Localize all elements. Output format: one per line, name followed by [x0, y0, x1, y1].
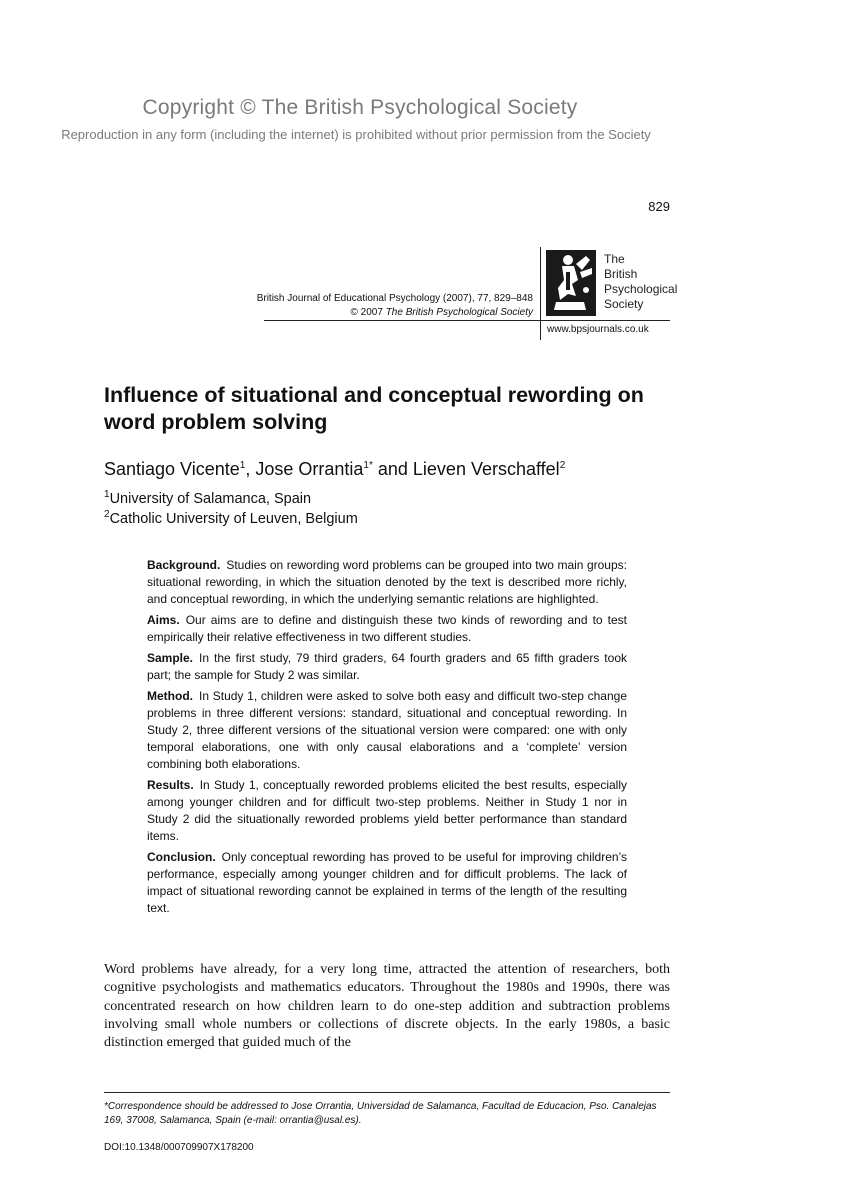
affiliation-mark: 2 [104, 509, 110, 520]
footnote-rule [104, 1092, 670, 1093]
abstract-section [147, 612, 627, 646]
affiliation-text: University of Salamanca, Spain [109, 490, 312, 507]
society-name-line: The [604, 252, 625, 266]
author-affiliation-mark: 1 [239, 460, 246, 471]
affiliation [104, 489, 311, 507]
author-separator: , [245, 459, 256, 479]
abstract-text: Studies on rewording word problems can be grouped into two main groups: situational rewording, in which the situation denoted by the text is described more richly, and conceptual rewording, in which the underlying semantic relations are highlighted. [147, 558, 627, 606]
journal-citation-line: British Journal of Educational Psychology (2007), 77, 829–848 [256, 293, 533, 304]
reproduction-notice: Reproduction in any form (including the internet) is prohibited without prior permission from the Society [61, 127, 651, 142]
page-number: 829 [648, 199, 670, 214]
author-name: Santiago Vicente [104, 459, 240, 479]
abstract-text: Our aims are to define and distinguish these two kinds of rewording and to test empirically their relative effectiveness in two different studies. [147, 613, 627, 644]
header-divider [540, 247, 541, 340]
abstract-section [147, 688, 627, 773]
affiliation-text: Catholic University of Leuven, Belgium [109, 510, 358, 527]
doi[interactable]: DOI:10.1348/000709907X178200 [104, 1142, 254, 1153]
author-affiliation-mark: 1* [363, 460, 373, 471]
abstract-text: In Study 1, conceptually reworded problems elicited the best results, especially among younger children and for difficult two-step problems. Neither in Study 1 nor in Study 2 did the situationally reworded problems yield better performance than standard items. [147, 778, 627, 843]
author-affiliation-mark: 2 [559, 460, 566, 471]
journal-citation [240, 292, 533, 320]
society-url[interactable]: www.bpsjournals.co.uk [547, 324, 649, 335]
copyright-society: The British Psychological Society [385, 307, 533, 318]
author-name: Lieven Verschaffel [412, 459, 560, 479]
affiliation-mark: 1 [104, 489, 110, 500]
abstract-section [147, 849, 627, 917]
abstract-text: Only conceptual rewording has proved to be useful for improving children’s performance, especially among younger children and for difficult problems. The lack of impact of situational rewording cannot be explained in terms of the length of the resulting text. [147, 850, 627, 915]
correspondence-footnote: *Correspondence should be addressed to Jose Orrantia, Universidad de Salamanca, Facultad de Educacion, Pso. Canalejas 169, 37008, Salamanca, Spain (e-mail: orrantia@usal.es). [104, 1101, 657, 1126]
copyright-line: Copyright © The British Psychological Society [142, 96, 578, 119]
abstract-text: In Study 1, children were asked to solve both easy and difficult two-step change problems in three different versions: standard, situational and conceptual rewording. In Study 2, three different versions of the situational version were compared: one with only temporal elaborations, one with only causal elaborations and a ‘complete’ version combining both elaborations. [147, 689, 627, 771]
abstract-heading: Sample. [147, 651, 194, 665]
copyright-prefix: © 2007 [350, 307, 386, 318]
author-separator: and [372, 459, 413, 479]
abstract-heading: Conclusion. [147, 850, 216, 864]
abstract-section [147, 650, 627, 684]
society-name-line: Psychological [604, 282, 678, 296]
abstract-section [147, 777, 627, 845]
bps-psyche-logo-icon [546, 250, 596, 316]
society-name [604, 252, 677, 312]
abstract-section [147, 557, 627, 608]
abstract-heading: Background. [147, 558, 221, 572]
author-name: Jose Orrantia [255, 459, 364, 479]
body-paragraph: Word problems have already, for a very long time, attracted the attention of researchers, both cognitive psychologists and mathematics educators. Throughout the 1980s and 1990s, there was concentrated research on how children learn to do one-step addition and subtraction problems involving small whole numbers or collections of discrete objects. In the early 1980s, a basic distinction emerged that guided much of the [104, 962, 670, 1051]
journal-copyright-line [240, 306, 533, 320]
abstract-heading: Results. [147, 778, 194, 792]
abstract [147, 557, 627, 921]
author-list [104, 459, 565, 480]
society-name-line: British [604, 267, 638, 281]
abstract-heading: Aims. [147, 613, 180, 627]
article-title: Influence of situational and conceptual rewording on word problem solving [104, 383, 644, 434]
abstract-text: In the first study, 79 third graders, 64 fourth graders and 65 fifth graders took part; the sample for Study 2 was similar. [147, 651, 627, 682]
affiliation [104, 509, 358, 527]
abstract-heading: Method. [147, 689, 193, 703]
society-name-line: Society [604, 297, 644, 311]
header-rule [264, 320, 670, 321]
